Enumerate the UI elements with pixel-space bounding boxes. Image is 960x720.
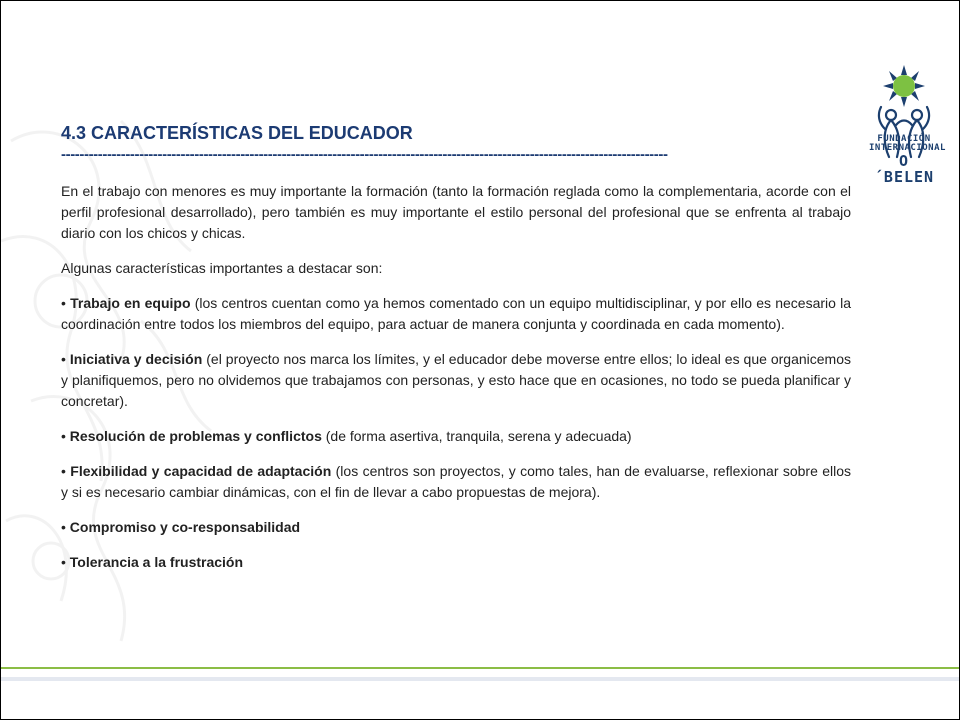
logo-text [869, 134, 946, 186]
lead-paragraph: Algunas características importantes a destacar son: [61, 260, 383, 276]
sun-icon [883, 65, 925, 107]
bullet-symbol: • [61, 351, 66, 367]
bullet-item [61, 552, 851, 573]
bullet-item [61, 426, 851, 447]
bullet-heading: Trabajo en equipo [70, 295, 191, 311]
bullet-symbol: • [61, 519, 66, 535]
bullet-text: (el proyecto nos marca los límites, y el educador debe moverse entre ellos; lo ideal es que organicemos y planifiquemos, pero no olvidemos que trabajamos con personas, y esto hace que en ocasiones, no todo se pueda planificar y concretar). [61, 351, 852, 409]
bullet-item [61, 461, 851, 503]
bullet-heading: Tolerancia a la frustración [69, 554, 244, 570]
bullet-item [61, 517, 851, 538]
bullet-symbol: • [61, 428, 66, 444]
bullet-symbol: • [61, 295, 66, 311]
bullet-text: (de forma asertiva, tranquila, serena y adecuada) [325, 428, 632, 444]
bullet-text: (los centros son proyectos, y como tales, han de evaluarse, reflexionar sobre ellos y si es necesario cambiar dinámicas, con el fin de llevar a cabo propuestas de mejora). [61, 463, 852, 500]
logo-line-2: INTERNACIONAL [869, 143, 946, 154]
bullet-heading: Iniciativa y decisión [69, 351, 203, 367]
logo-line-3: O´BELEN [873, 151, 935, 186]
bullet-symbol: • [61, 463, 66, 479]
footer-band [1, 677, 959, 681]
intro-paragraph: En el trabajo con menores es muy importante la formación (tanto la formación reglada como la complementaria, acorde con el perfil profesional desarrollado), pero también es muy importante el estilo personal del profesional que se enfrenta al trabajo diario con los chicos y chicas. [61, 183, 851, 241]
bullet-item [61, 293, 851, 335]
bullet-heading: Resolución de problemas y conflictos [69, 428, 322, 444]
slide-title: 4.3 CARACTERÍSTICAS DEL EDUCADOR [61, 123, 413, 143]
bullet-text: (los centros cuentan como ya hemos comentado con un equipo multidisciplinar, y por ello es necesario la coordinación entre todos los miembros del equipo, para actuar de manera conjunta y coordinada en cada momento). [61, 295, 852, 332]
bullet-item [61, 349, 851, 412]
bullet-heading: Flexibilidad y capacidad de adaptación [70, 463, 332, 479]
slide-content [61, 181, 851, 587]
footer-divider [1, 667, 959, 669]
bullet-heading: Compromiso y co-responsabilidad [69, 519, 301, 535]
bullet-symbol: • [61, 554, 66, 570]
logo-line-1: FUNDACIÓN [877, 134, 931, 144]
title-separator: ------------------------------------------------------------------------------------------------------------------------------------ [61, 146, 668, 163]
